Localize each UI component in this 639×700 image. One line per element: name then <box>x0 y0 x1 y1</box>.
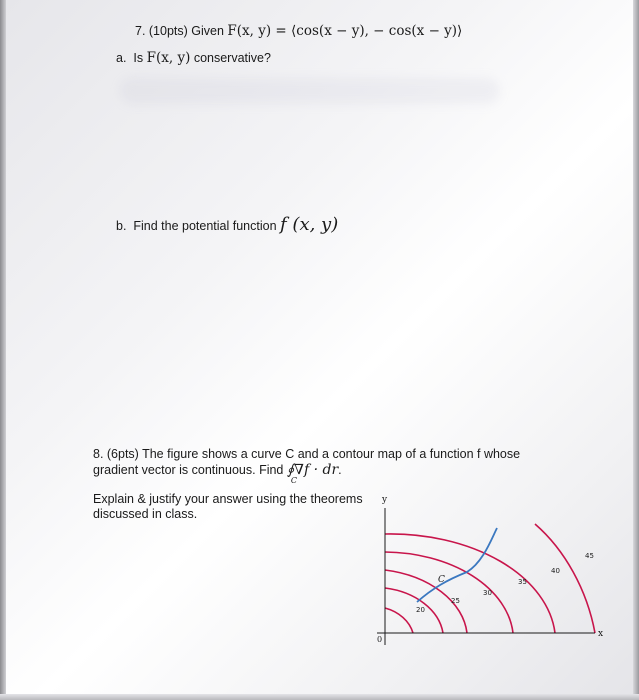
x-axis-label: x <box>598 629 604 639</box>
origin-label: 0 <box>377 635 383 644</box>
level-label-25: 25 <box>451 597 460 605</box>
photo-right-edge <box>633 0 639 700</box>
contour-line-20 <box>385 608 413 633</box>
q7-field-definition: F(x, y) = ⟨cos(x − y), − cos(x − y)⟩ <box>227 23 463 39</box>
curve-label: C <box>438 575 445 585</box>
q7-part-b-expression: f (x, y) <box>280 214 339 235</box>
photo-bottom-edge <box>0 694 639 700</box>
level-label-30: 30 <box>483 589 492 597</box>
q8-line-2: gradient vector is continuous. Find ∮∇f · dr C . <box>93 462 342 485</box>
level-label-35: 35 <box>518 578 527 586</box>
level-label-40: 40 <box>551 567 560 575</box>
contour-line-45 <box>535 524 595 633</box>
y-axis-label: y <box>382 495 388 505</box>
q7-part-a-marker: a. <box>116 51 127 65</box>
photo-left-edge <box>0 0 6 700</box>
q7-header: 7. (10pts) Given <box>135 24 224 38</box>
level-label-20: 20 <box>416 606 425 614</box>
q8-line-4: discussed in class. <box>93 507 198 521</box>
q7-part-b <box>116 214 338 235</box>
contour-lines <box>385 524 595 633</box>
q7-part-a-expression: F(x, y) <box>146 50 191 66</box>
erased-smudge <box>120 78 500 104</box>
q7-header-line <box>135 23 462 39</box>
q7-part-b-marker: b. <box>116 219 127 233</box>
q8-line-2-text: gradient vector is continuous. Find <box>93 463 284 477</box>
q8-line-1: 8. (6pts) The figure shows a curve C and a contour map of a function f whose <box>93 447 521 461</box>
q8-line-3: Explain & justify your answer using the theorems <box>93 492 363 506</box>
q7-part-b-text: Find the potential function <box>133 219 277 233</box>
level-label-45: 45 <box>585 552 594 560</box>
q7-part-a <box>116 50 271 66</box>
q8-line-integral: ∮∇f · dr C <box>286 462 339 485</box>
q7-part-a-prefix: Is <box>133 51 144 65</box>
contour-figure <box>365 490 615 660</box>
contour-line-40 <box>385 534 555 633</box>
q7-part-a-suffix: conservative? <box>193 51 271 65</box>
q8-integral-subscript: C <box>290 476 297 485</box>
